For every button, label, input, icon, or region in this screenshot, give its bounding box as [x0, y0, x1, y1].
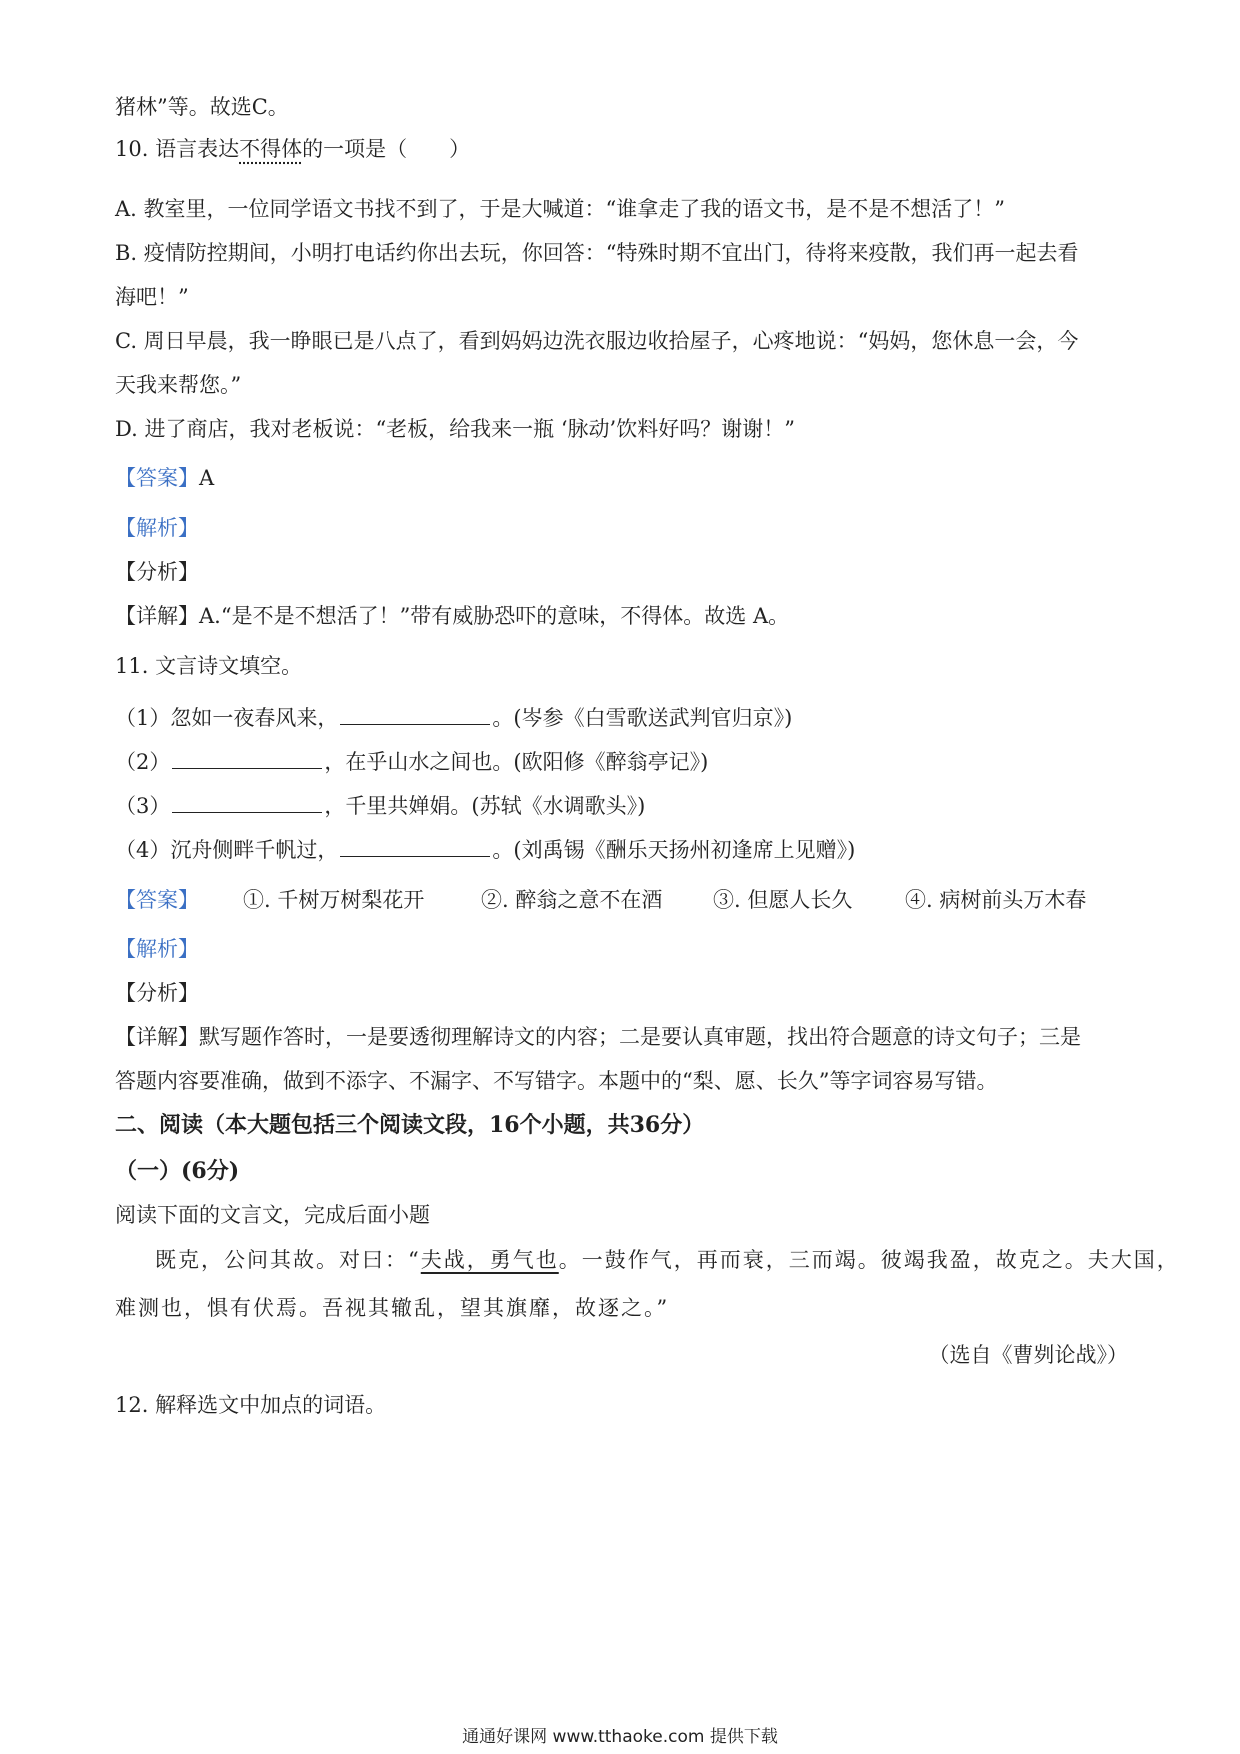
option-c-line1: C. 周日早晨，我一睁眼已是八点了，看到妈妈边洗衣服边收拾屋子，心疼地说：“妈妈，您休息一会，今 — [115, 329, 1079, 353]
fenxi-tag-11: 【分析】 — [115, 981, 199, 1005]
answer-10 — [115, 463, 214, 493]
q10-dotted-words: 不得体 — [239, 137, 303, 161]
answer-11-item-2: ②. 醉翁之意不在酒 — [481, 888, 663, 912]
option-a: A. 教室里，一位同学语文书找不到了，于是大喊道：“谁拿走了我的语文书，是不是不想活了！” — [115, 197, 1005, 221]
detail-10: 【详解】A.“是不是不想活了！”带有威胁恐吓的意味，不得体。故选 A。 — [115, 604, 790, 628]
answer-value: A — [199, 466, 215, 490]
source-citation: （选自《曹刿论战》） — [928, 1343, 1128, 1367]
fill-2-after: ，在乎山水之间也。(欧阳修《醉翁亭记》) — [324, 750, 709, 774]
fill-3-blank — [172, 794, 322, 813]
classical-part-b: 。一鼓作气，再而衰，三而竭。彼竭我盈，故克之。夫大国， — [558, 1248, 1180, 1272]
classical-part-a: 既克，公问其故。对曰：“ — [155, 1248, 421, 1272]
answer-tag: 【答案】 — [115, 466, 199, 490]
reading-instruction: 阅读下面的文言文，完成后面小题 — [115, 1203, 430, 1227]
classical-text-line2: 难测也，惧有伏焉。吾视其辙乱，望其旗靡，故逐之。” — [115, 1296, 670, 1320]
answer-tag-11: 【答案】 — [115, 888, 199, 912]
option-c-line2: 天我来帮您。” — [115, 373, 242, 397]
analysis-tag-11: 【解析】 — [115, 937, 199, 961]
fill-2-before: （2） — [115, 750, 171, 774]
fill-4-before: （4）沉舟侧畔千帆过， — [115, 838, 339, 862]
fill-2 — [115, 747, 708, 777]
option-b-line2: 海吧！” — [115, 285, 189, 309]
fill-3-after: ，千里共婵娟。(苏轼《水调歌头》) — [324, 794, 646, 818]
fill-4 — [115, 835, 855, 865]
fill-2-blank — [172, 750, 322, 769]
q10-stem-end: 的一项是（ ） — [302, 137, 471, 161]
fill-3 — [115, 791, 645, 821]
classical-text-line1 — [155, 1245, 1180, 1275]
detail-11-line2: 答题内容要准确，做到不添字、不漏字、不写错字。本题中的“梨、愿、长久”等字词容易写错。 — [115, 1069, 998, 1093]
fill-4-blank — [340, 838, 490, 857]
q10-stem: 10. 语言表达 — [115, 137, 240, 161]
fill-4-after: 。(刘禹锡《酬乐天扬州初逢席上见赠》) — [492, 838, 856, 862]
option-b-line1: B. 疫情防控期间，小明打电话约你出去玩，你回答：“特殊时期不宜出门，待将来疫散，我们再一起去看 — [115, 241, 1079, 265]
answer-11-item-4: ④. 病树前头万木春 — [905, 888, 1087, 912]
line-prev-answer: 猪林”等。故选C。 — [115, 95, 289, 119]
page-footer: 通通好课网 www.tthaoke.com 提供下载 — [462, 1727, 778, 1747]
question-10 — [115, 134, 470, 164]
option-d: D. 进了商店，我对老板说：“老板，给我来一瓶 ‘脉动’饮料好吗？谢谢！” — [115, 417, 795, 441]
fill-1 — [115, 703, 792, 733]
fill-1-after: 。(岑参《白雪歌送武判官归京》) — [492, 706, 793, 730]
fill-1-blank — [340, 706, 490, 725]
subsection-1-heading: （一）(6分) — [115, 1158, 240, 1184]
section-2-heading: 二、阅读（本大题包括三个阅读文段，16个小题，共36分） — [115, 1112, 705, 1138]
detail-11-line1: 【详解】默写题作答时，一是要透彻理解诗文的内容；二是要认真审题，找出符合题意的诗文句子；三是 — [115, 1025, 1081, 1049]
classical-underlined: 夫战，勇气也 — [420, 1248, 559, 1272]
fenxi-tag-10: 【分析】 — [115, 560, 199, 584]
answer-11-item-1: ①. 千树万树梨花开 — [243, 888, 425, 912]
fill-3-before: （3） — [115, 794, 171, 818]
question-11: 11. 文言诗文填空。 — [115, 654, 303, 678]
question-12: 12. 解释选文中加点的词语。 — [115, 1393, 387, 1417]
answer-11-item-3: ③. 但愿人长久 — [713, 888, 853, 912]
fill-1-before: （1）忽如一夜春风来， — [115, 706, 339, 730]
analysis-tag-10: 【解析】 — [115, 516, 199, 540]
